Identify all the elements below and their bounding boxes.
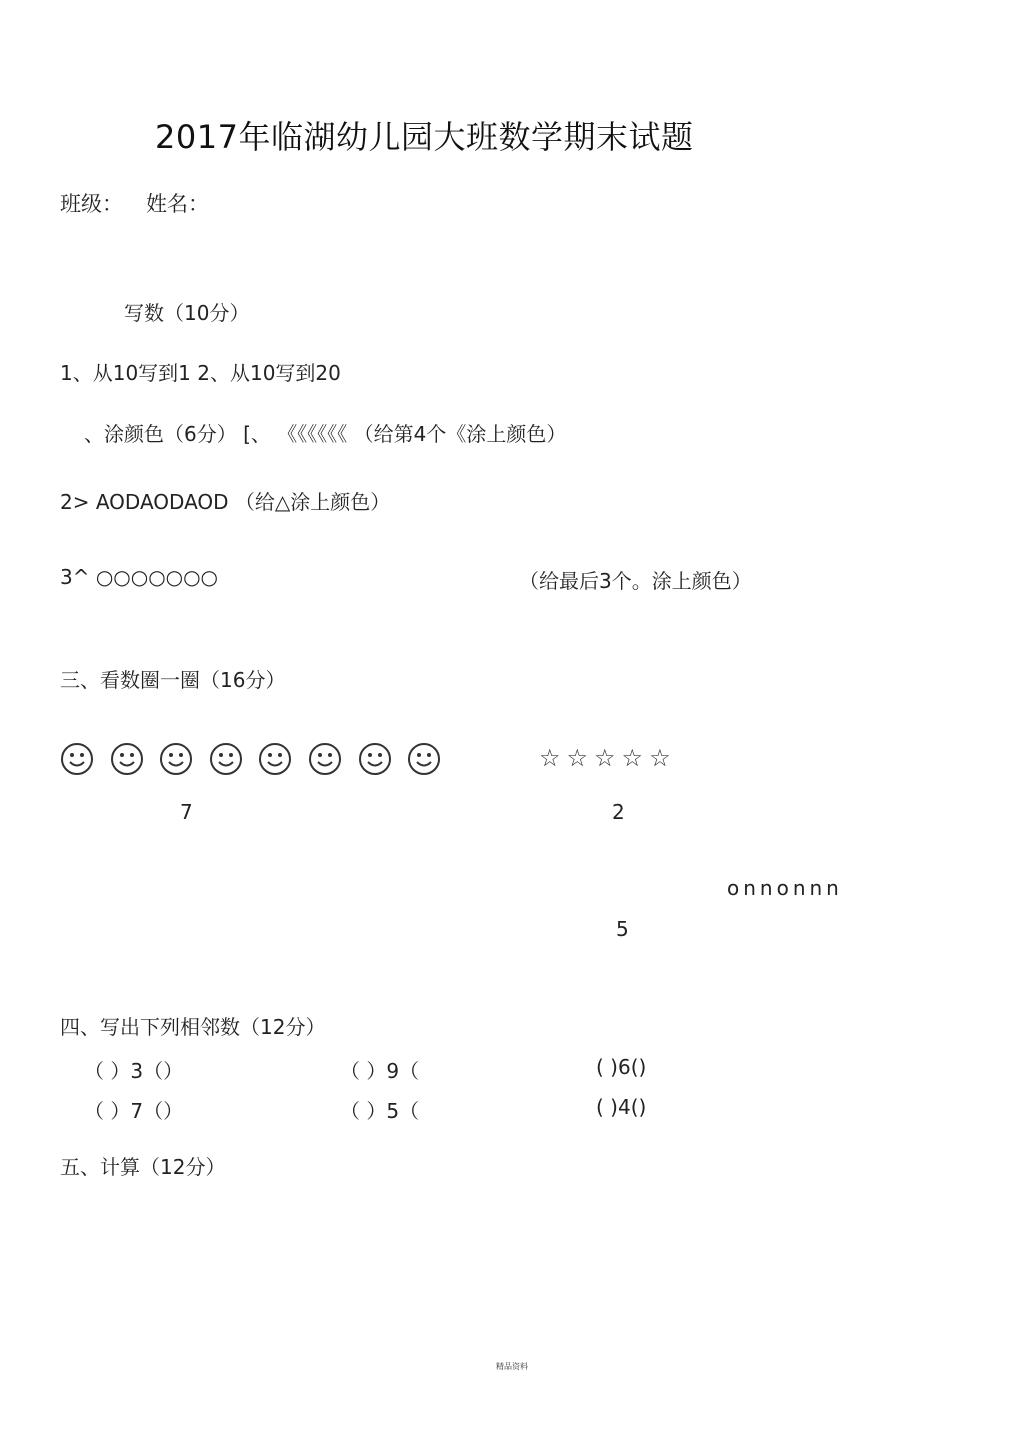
section2-line3-instruction: （给最后3个。涂上颜色）	[519, 569, 752, 593]
class-label: 班级：	[60, 192, 123, 216]
section2-line2: 2> AODAODAOD （给△涂上颜色）	[60, 490, 391, 514]
smiley-face-icon	[358, 742, 392, 776]
smiley-face-icon	[209, 742, 243, 776]
section1-items: 1、从10写到1 2、从10写到20	[60, 361, 341, 385]
stars-row: ☆☆☆☆☆	[539, 744, 677, 772]
smiley-face-icon	[407, 742, 441, 776]
smiley-face-icon	[308, 742, 342, 776]
smiley-faces-row	[60, 742, 452, 780]
neighbor-item-1: （ ）3（）	[84, 1059, 184, 1083]
name-label: 姓名：	[146, 192, 209, 216]
smiley-face-icon	[159, 742, 193, 776]
shapes-row: onnonnn	[727, 876, 843, 900]
neighbor-item-2: （ ）9（	[340, 1059, 420, 1083]
smiley-face-icon	[258, 742, 292, 776]
neighbor-item-5: （ ）5（	[340, 1099, 420, 1123]
section4-heading: 四、写出下列相邻数（12分）	[60, 1015, 326, 1039]
page-footer: 精品资料	[496, 1362, 528, 1371]
smiley-face-icon	[110, 742, 144, 776]
smiley-face-icon	[60, 742, 94, 776]
section1-heading: 写数（10分）	[124, 301, 250, 325]
section5-heading: 五、计算（12分）	[60, 1155, 226, 1179]
stars-number: 2	[612, 800, 625, 824]
section2-line1: 、涂颜色（6分） [、 《《《《《《 （给第4个《涂上颜色）	[84, 422, 567, 446]
page-title: 2017年临湖幼儿园大班数学期末试题	[155, 118, 694, 156]
neighbor-item-3: ( )6()	[596, 1055, 647, 1079]
neighbor-item-6: ( )4()	[596, 1095, 647, 1119]
section2-line3-shapes: 3^ ○○○○○○○	[60, 565, 218, 589]
faces-number: 7	[180, 800, 193, 824]
section3-heading: 三、看数圈一圈（16分）	[60, 668, 286, 692]
shapes-number: 5	[616, 917, 629, 941]
neighbor-item-4: （ ）7（）	[84, 1099, 184, 1123]
